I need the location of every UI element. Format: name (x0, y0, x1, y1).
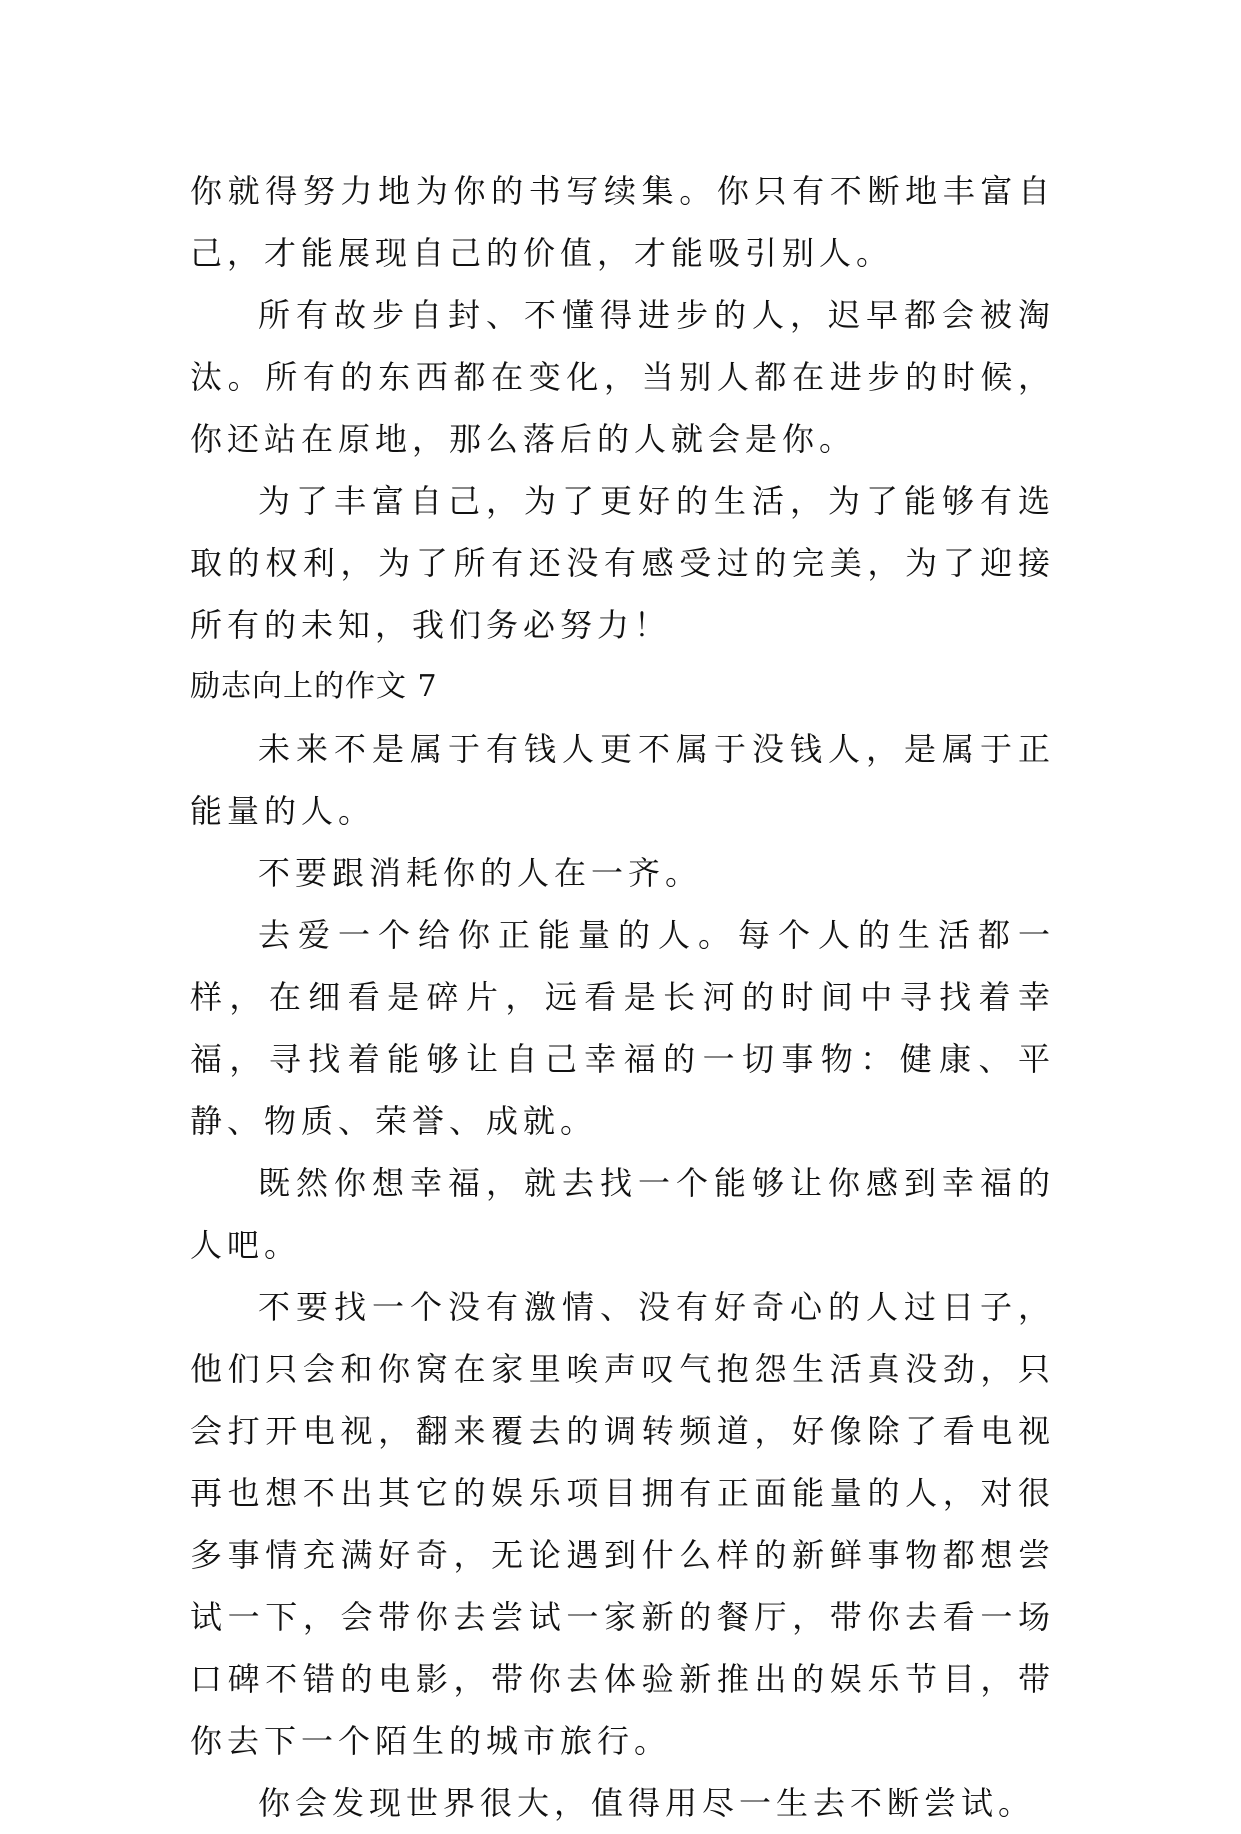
paragraph: 你就得努力地为你的书写续集。你只有不断地丰富自己，才能展现自己的价值，才能吸引别人。 (190, 172, 1055, 272)
section-heading: 励志向上的作文 7 (190, 669, 438, 704)
document-body (190, 160, 1055, 1834)
paragraph: 不要找一个没有激情、没有好奇心的人过日子，他们只会和你窝在家里唉声叹气抱怨生活真没劲，只会打开电视，翻来覆去的调转频道，好像除了看电视再也想不出其它的娱乐项目拥有正面能量的人，对很多事情充满好奇，无论遇到什么样的新鲜事物都想尝试一下，会带你去尝试一家新的餐厅，带你去看一场口碑不错的电影，带你去体验新推出的娱乐节目，带你去下一个陌生的城市旅行。 (190, 1288, 1055, 1760)
paragraph: 去爱一个给你正能量的人。每个人的生活都一样，在细看是碎片，远看是长河的时间中寻找着幸福，寻找着能够让自己幸福的一切事物：健康、平静、物质、荣誉、成就。 (190, 916, 1055, 1140)
paragraph: 既然你想幸福，就去找一个能够让你感到幸福的人吧。 (190, 1164, 1055, 1264)
paragraph: 为了丰富自己，为了更好的生活，为了能够有选取的权利，为了所有还没有感受过的完美，为了迎接所有的未知，我们务必努力！ (190, 482, 1055, 644)
paragraph: 所有故步自封、不懂得进步的人，迟早都会被淘汰。所有的东西都在变化，当别人都在进步的时候，你还站在原地，那么落后的人就会是你。 (190, 296, 1055, 458)
paragraph: 你会发现世界很大，值得用尽一生去不断尝试。 (258, 1784, 1036, 1822)
paragraph: 未来不是属于有钱人更不属于没钱人，是属于正能量的人。 (190, 730, 1055, 830)
paragraph: 不要跟消耗你的人在一齐。 (258, 854, 703, 892)
